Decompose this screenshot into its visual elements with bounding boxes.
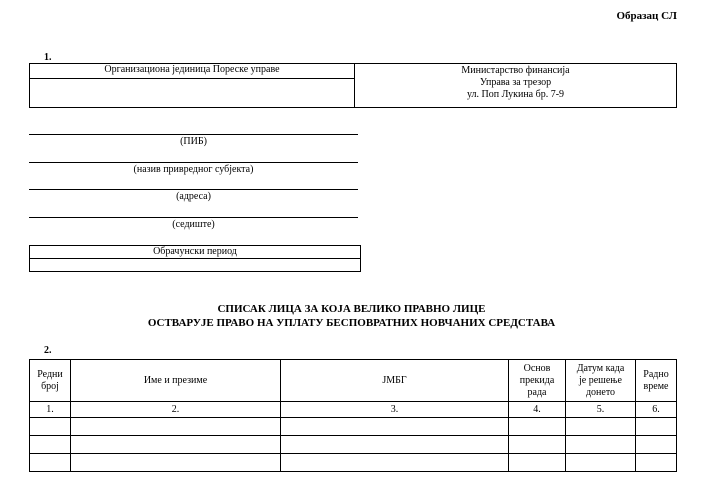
table-cell[interactable]	[71, 436, 281, 454]
table-cell[interactable]	[636, 418, 677, 436]
period-label: Обрачунски период	[30, 246, 361, 259]
header-basis-line-2: прекида	[519, 374, 555, 386]
table-cell[interactable]	[30, 436, 71, 454]
header-basis	[509, 360, 566, 402]
header-ordinal	[30, 360, 71, 402]
header-decision-date	[566, 360, 636, 402]
persons-table	[29, 359, 677, 472]
table-cell[interactable]	[566, 436, 636, 454]
header-date-line-3: донето	[585, 386, 616, 398]
recipient-line-2: Управа за трезор	[479, 77, 552, 88]
org-unit-value[interactable]	[30, 79, 355, 108]
company-name-label: (назив привредног субјекта)	[133, 164, 254, 175]
pib-field[interactable]	[29, 134, 358, 147]
table-row	[30, 454, 677, 472]
column-number: 4.	[509, 402, 566, 418]
column-number: 6.	[636, 402, 677, 418]
header-ordinal-line-2: број	[41, 380, 59, 392]
column-number: 2.	[71, 402, 281, 418]
recipient-line-3: ул. Поп Лукина бр. 7-9	[466, 89, 565, 100]
table-cell[interactable]	[281, 454, 509, 472]
table-cell[interactable]	[71, 454, 281, 472]
table-row	[30, 418, 677, 436]
table-cell[interactable]	[566, 454, 636, 472]
seat-label: (седиште)	[172, 219, 215, 230]
table-cell[interactable]	[281, 418, 509, 436]
header-basis-line-3: рада	[527, 386, 547, 398]
period-table	[29, 245, 361, 272]
section-1-number: 1.	[44, 52, 52, 63]
pib-label: (ПИБ)	[180, 136, 207, 147]
header-time-line-2: време	[643, 380, 669, 392]
period-value[interactable]	[30, 259, 361, 272]
header-ordinal-line-1: Редни	[37, 368, 63, 380]
table-cell[interactable]	[30, 418, 71, 436]
column-number: 5.	[566, 402, 636, 418]
table-cell[interactable]	[509, 454, 566, 472]
header-full-name: Име и презиме	[71, 360, 281, 402]
header-basis-line-1: Основ	[523, 362, 551, 374]
table-cell[interactable]	[281, 436, 509, 454]
table-cell[interactable]	[30, 454, 71, 472]
column-number: 3.	[281, 402, 509, 418]
seat-field[interactable]	[29, 217, 358, 230]
column-number: 1.	[30, 402, 71, 418]
table-cell[interactable]	[636, 454, 677, 472]
column-number-row	[30, 402, 677, 418]
header-date-line-1: Датум када	[576, 362, 625, 374]
recipient-line-1: Министарство финансија	[461, 65, 570, 76]
recipient-address	[355, 64, 677, 108]
header-time-line-1: Радно	[643, 368, 669, 380]
header-date-line-2: је решење	[579, 374, 622, 386]
header-table	[29, 63, 677, 108]
header-row	[30, 360, 677, 402]
table-cell[interactable]	[636, 436, 677, 454]
table-cell[interactable]	[566, 418, 636, 436]
section-2-number: 2.	[44, 345, 52, 356]
address-label: (адреса)	[176, 191, 211, 202]
header-jmbg: ЈМБГ	[281, 360, 509, 402]
table-cell[interactable]	[509, 418, 566, 436]
org-unit-label: Организациона јединица Пореске управе	[30, 64, 355, 79]
header-working-time	[636, 360, 677, 402]
form-code: Образац СЛ	[616, 10, 677, 22]
document-title	[0, 302, 703, 330]
company-name-field[interactable]	[29, 162, 358, 175]
table-cell[interactable]	[509, 436, 566, 454]
table-cell[interactable]	[71, 418, 281, 436]
address-field[interactable]	[29, 189, 358, 202]
title-line-2: ОСТВАРУЈЕ ПРАВО НА УПЛАТУ БЕСПОВРАТНИХ НОВЧАНИХ СРЕДСТАВА	[147, 317, 556, 329]
title-line-1: СПИСАК ЛИЦА ЗА КОЈА ВЕЛИКО ПРАВНО ЛИЦЕ	[217, 303, 486, 315]
table-row	[30, 436, 677, 454]
